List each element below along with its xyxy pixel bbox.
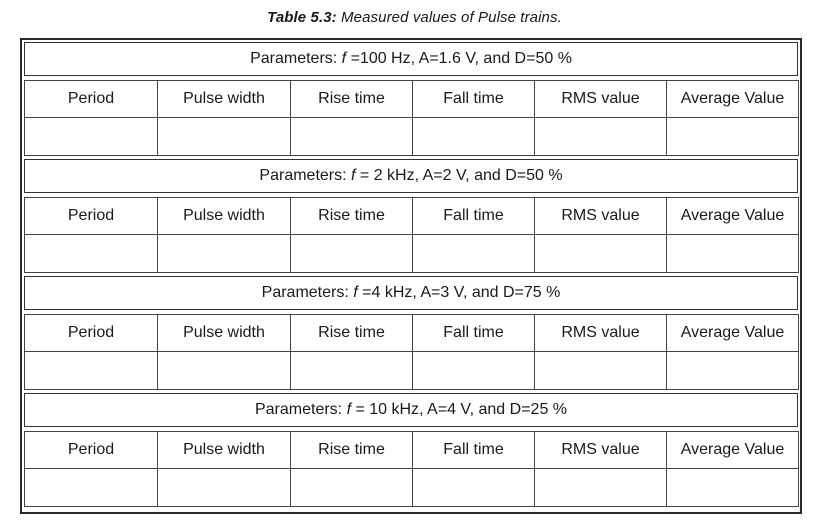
value-cell-pulse-width[interactable] — [158, 118, 291, 156]
value-cell-period[interactable] — [25, 469, 158, 507]
table-caption — [0, 9, 829, 26]
parameter-values: = 2 kHz, A=2 V, and D=50 % — [355, 167, 563, 184]
column-header-average-value: Average Value — [667, 81, 799, 118]
value-cell-rms-value[interactable] — [535, 352, 667, 390]
measurement-table — [24, 314, 799, 390]
header-row — [25, 432, 799, 469]
value-cell-rise-time[interactable] — [291, 469, 413, 507]
header-row — [25, 198, 799, 235]
parameter-row: Parameters: f =4 kHz, A=3 V, and D=75 % — [24, 276, 798, 310]
column-header-rise-time: Rise time — [291, 432, 413, 469]
caption-label: Table 5.3: — [267, 9, 337, 26]
parameter-row: Parameters: f = 2 kHz, A=2 V, and D=50 % — [24, 159, 798, 193]
value-cell-period[interactable] — [25, 118, 158, 156]
value-row — [25, 235, 799, 273]
column-header-period: Period — [25, 81, 158, 118]
value-cell-fall-time[interactable] — [413, 352, 535, 390]
value-cell-rise-time[interactable] — [291, 352, 413, 390]
value-cell-rms-value[interactable] — [535, 235, 667, 273]
column-header-average-value: Average Value — [667, 432, 799, 469]
column-header-period: Period — [25, 315, 158, 352]
measurement-table — [24, 80, 799, 156]
value-cell-rms-value[interactable] — [535, 118, 667, 156]
value-cell-average-value[interactable] — [667, 352, 799, 390]
column-header-rms-value: RMS value — [535, 432, 667, 469]
value-cell-pulse-width[interactable] — [158, 352, 291, 390]
column-header-rms-value: RMS value — [535, 315, 667, 352]
header-row — [25, 81, 799, 118]
header-row — [25, 315, 799, 352]
column-header-rise-time: Rise time — [291, 198, 413, 235]
value-cell-rise-time[interactable] — [291, 118, 413, 156]
value-row — [25, 118, 799, 156]
parameter-values: =4 kHz, A=3 V, and D=75 % — [357, 284, 561, 301]
measurement-table — [24, 197, 799, 273]
column-header-period: Period — [25, 432, 158, 469]
column-header-rise-time: Rise time — [291, 315, 413, 352]
column-header-average-value: Average Value — [667, 198, 799, 235]
column-header-rms-value: RMS value — [535, 81, 667, 118]
column-header-rms-value: RMS value — [535, 198, 667, 235]
column-header-rise-time: Rise time — [291, 81, 413, 118]
frequency-symbol: f — [353, 284, 358, 301]
column-header-pulse-width: Pulse width — [158, 432, 291, 469]
value-cell-period[interactable] — [25, 235, 158, 273]
column-header-average-value: Average Value — [667, 315, 799, 352]
column-header-fall-time: Fall time — [413, 198, 535, 235]
column-header-period: Period — [25, 198, 158, 235]
frequency-symbol: f — [351, 167, 356, 184]
value-cell-rise-time[interactable] — [291, 235, 413, 273]
parameter-values: = 10 kHz, A=4 V, and D=25 % — [351, 401, 568, 418]
value-cell-fall-time[interactable] — [413, 235, 535, 273]
measurement-table — [24, 431, 799, 507]
caption-title: Measured values of Pulse trains. — [341, 9, 562, 26]
column-header-pulse-width: Pulse width — [158, 198, 291, 235]
column-header-fall-time: Fall time — [413, 315, 535, 352]
value-cell-pulse-width[interactable] — [158, 469, 291, 507]
frequency-symbol: f — [346, 401, 352, 418]
column-header-pulse-width: Pulse width — [158, 81, 291, 118]
column-header-fall-time: Fall time — [413, 81, 535, 118]
pulse-trains-table — [20, 38, 802, 514]
parameter-values: =100 Hz, A=1.6 V, and D=50 % — [346, 50, 572, 67]
column-header-pulse-width: Pulse width — [158, 315, 291, 352]
value-cell-fall-time[interactable] — [413, 118, 535, 156]
value-row — [25, 469, 799, 507]
value-cell-average-value[interactable] — [667, 118, 799, 156]
column-header-fall-time: Fall time — [413, 432, 535, 469]
value-cell-average-value[interactable] — [667, 469, 799, 507]
value-cell-fall-time[interactable] — [413, 469, 535, 507]
frequency-symbol: f — [341, 50, 347, 67]
parameter-row: Parameters: f = 10 kHz, A=4 V, and D=25 % — [24, 393, 798, 427]
value-cell-average-value[interactable] — [667, 235, 799, 273]
value-cell-rms-value[interactable] — [535, 469, 667, 507]
parameter-row: Parameters: f =100 Hz, A=1.6 V, and D=50 % — [24, 42, 798, 76]
value-cell-period[interactable] — [25, 352, 158, 390]
value-row — [25, 352, 799, 390]
value-cell-pulse-width[interactable] — [158, 235, 291, 273]
